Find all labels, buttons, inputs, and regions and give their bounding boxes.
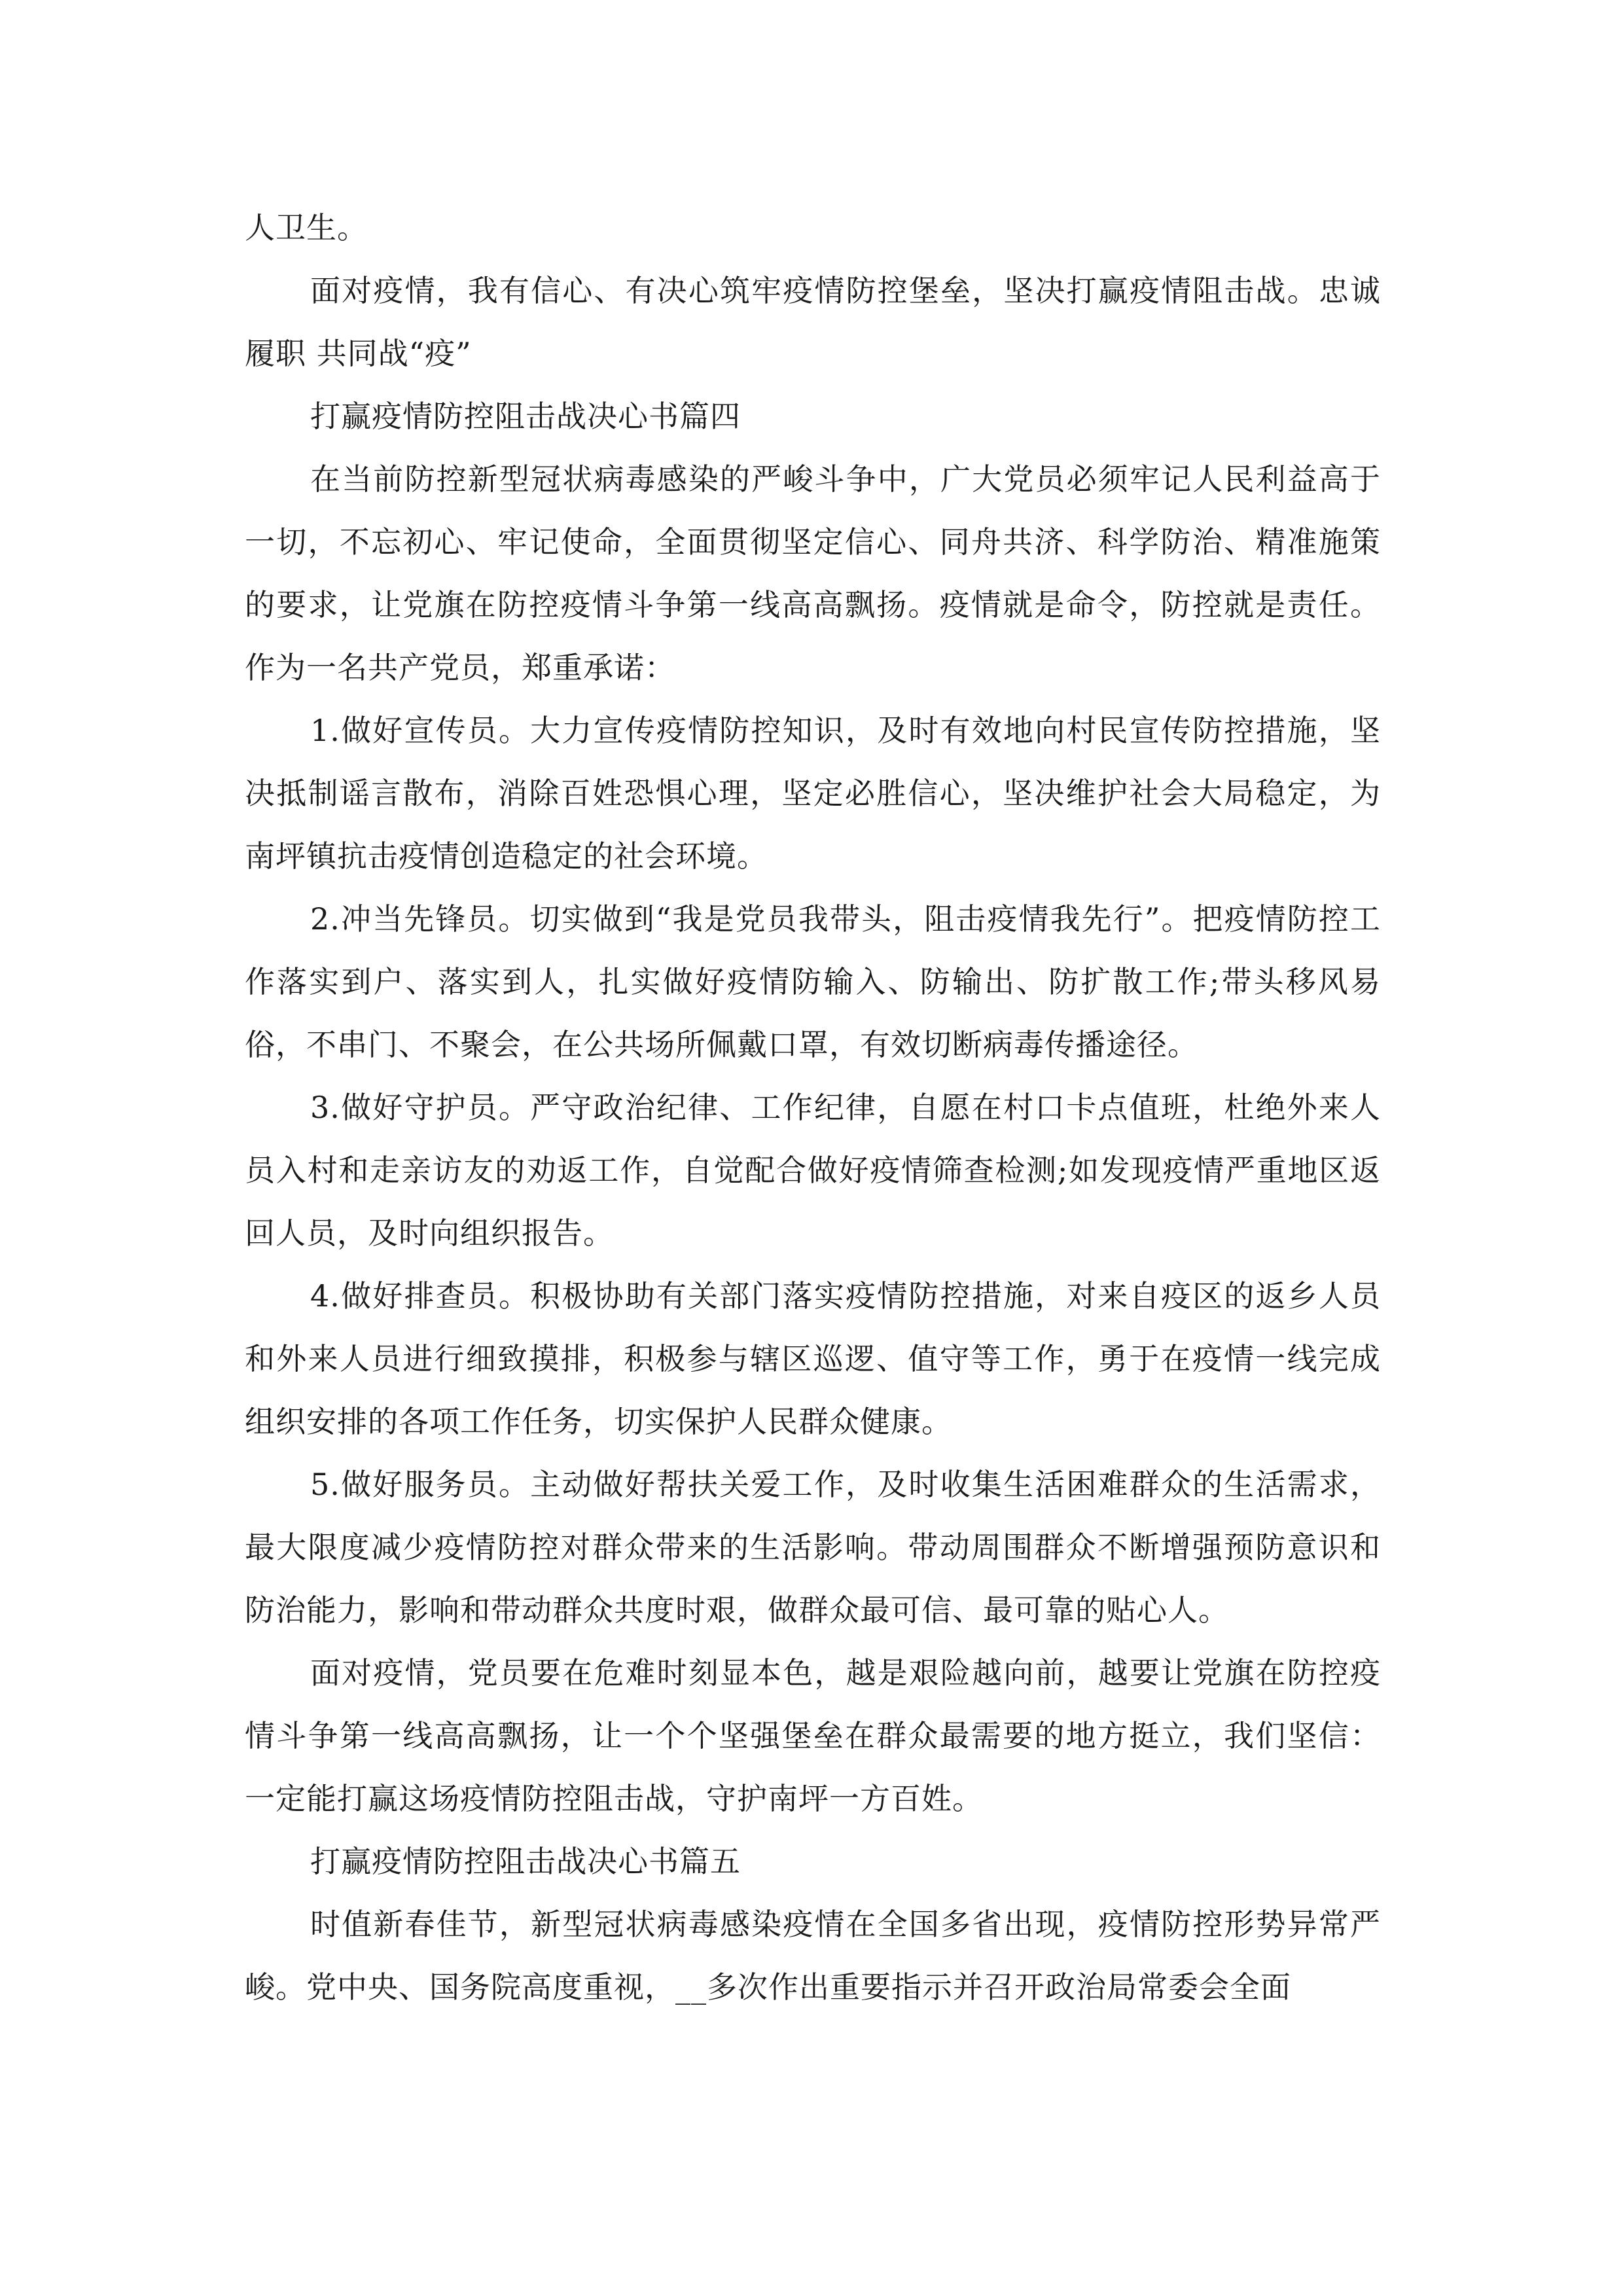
paragraph-resolve: 面对疫情，我有信心、有决心筑牢疫情防控堡垒，坚决打赢疫情阻击战。忠诚履职 共同战“疫” bbox=[245, 273, 1381, 371]
paragraph-continuation: 人卫生。 bbox=[245, 210, 368, 245]
paragraph-closing: 面对疫情，党员要在危难时刻显本色，越是艰险越向前，越要让党旗在防控疫情斗争第一线高高飘扬，让一个个坚强堡垒在群众最需要的地方挺立，我们坚信：一定能打赢这场疫情防控阻击战，守护南坪一方百姓。 bbox=[245, 1655, 1381, 1816]
section-heading-part-five: 打赢疫情防控阻击战决心书篇五 bbox=[310, 1844, 741, 1879]
paragraph-part-five-intro: 时值新春佳节，新型冠状病毒感染疫情在全国多省出现，疫情防控形势异常严峻。党中央、国务院高度重视，__多次作出重要指示并召开政治局常委会全面 bbox=[245, 1907, 1381, 2005]
paragraph-intro-pledge: 在当前防控新型冠状病毒感染的严峻斗争中，广大党员必须牢记人民利益高于一切，不忘初心、牢记使命，全面贯彻坚定信心、同舟共济、科学防治、精准施策的要求，让党旗在防控疫情斗争第一线高高飘扬。疫情就是命令，防控就是责任。作为一名共产党员，郑重承诺： bbox=[245, 461, 1381, 685]
document-body bbox=[245, 196, 1381, 2018]
paragraph-item-5: 5.做好服务员。主动做好帮扶关爱工作，及时收集生活困难群众的生活需求，最大限度减少疫情防控对群众带来的生活影响。带动周围群众不断增强预防意识和防治能力，影响和带动群众共度时艰，做群众最可信、最可靠的贴心人。 bbox=[245, 1467, 1381, 1628]
paragraph-item-3: 3.做好守护员。严守政治纪律、工作纪律，自愿在村口卡点值班，杜绝外来人员入村和走亲访友的劝返工作，自觉配合做好疫情筛查检测;如发现疫情严重地区返回人员，及时向组织报告。 bbox=[245, 1090, 1381, 1251]
section-heading-part-four: 打赢疫情防控阻击战决心书篇四 bbox=[310, 399, 741, 434]
paragraph-item-1: 1.做好宣传员。大力宣传疫情防控知识，及时有效地向村民宣传防控措施，坚决抵制谣言散布，消除百姓恐惧心理，坚定必胜信心，坚决维护社会大局稳定，为南坪镇抗击疫情创造稳定的社会环境。 bbox=[245, 713, 1381, 874]
paragraph-item-2: 2.冲当先锋员。切实做到“我是党员我带头，阻击疫情我先行”。把疫情防控工作落实到户、落实到人，扎实做好疫情防输入、防输出、防扩散工作;带头移风易俗，不串门、不聚会，在公共场所佩戴口罩，有效切断病毒传播途径。 bbox=[245, 901, 1381, 1062]
paragraph-item-4: 4.做好排查员。积极协助有关部门落实疫情防控措施，对来自疫区的返乡人员和外来人员进行细致摸排，积极参与辖区巡逻、值守等工作，勇于在疫情一线完成组织安排的各项工作任务，切实保护人民群众健康。 bbox=[245, 1278, 1381, 1439]
